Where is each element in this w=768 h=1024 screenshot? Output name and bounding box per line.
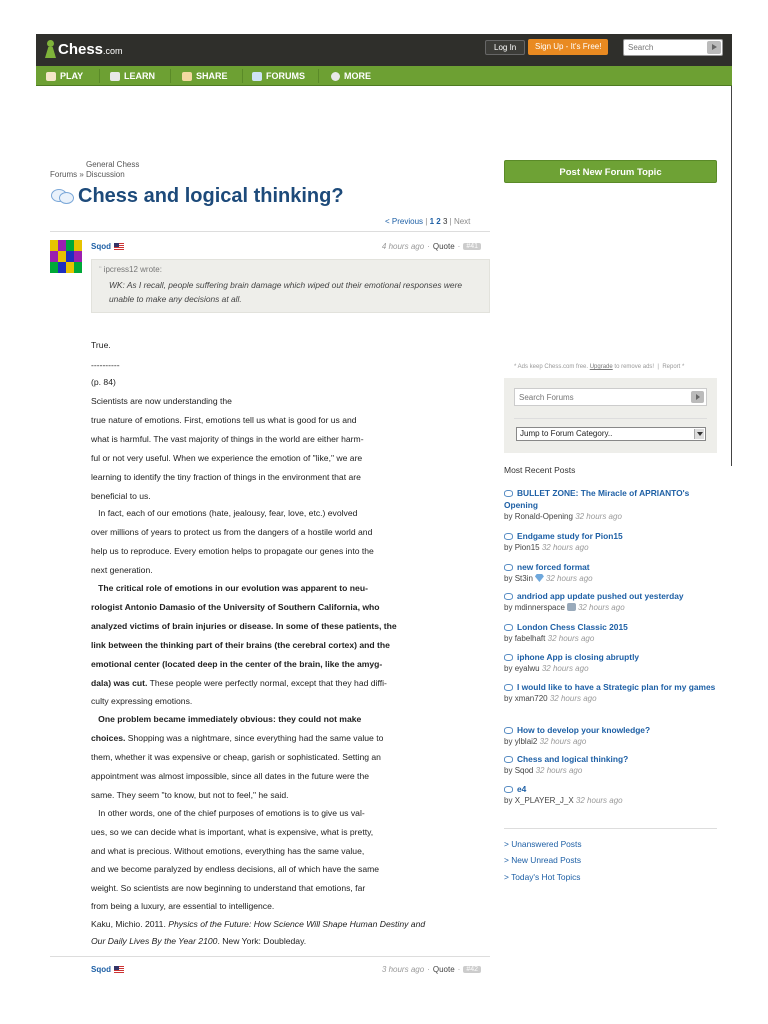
recent-post-title: BULLET ZONE: The Miracle of APRIANTO's Opening <box>504 488 690 510</box>
recent-post-byline <box>504 765 719 777</box>
post-username[interactable] <box>91 242 124 251</box>
recent-post-title-link[interactable] <box>504 681 719 693</box>
post-body-line <box>91 546 374 556</box>
post-body-line <box>91 790 289 800</box>
recent-post-time: 32 hours ago <box>535 766 583 775</box>
recent-post-title-link[interactable] <box>504 590 719 602</box>
post-body-text: These people were perfectly normal, except that they had diffi- <box>147 678 387 688</box>
post-body-text: Our Daily Lives By the Year 2100 <box>91 936 218 946</box>
quote-button[interactable]: Quote <box>432 242 455 251</box>
recent-post-byline <box>504 511 719 523</box>
recent-post-title: I would like to have a Strategic plan for my games <box>517 682 716 692</box>
quote-button[interactable]: Quote <box>432 965 455 974</box>
post-body-line <box>91 472 361 482</box>
post-body-line <box>91 377 116 387</box>
ads-note-text: to remove ads! <box>614 364 655 370</box>
meta-sep: · <box>427 242 430 251</box>
people-icon <box>182 72 192 81</box>
nav-forums[interactable] <box>252 66 305 86</box>
byline-prefix: by <box>504 634 513 643</box>
more-icon <box>331 72 340 81</box>
byline-prefix: by <box>504 543 513 552</box>
diamond-member-icon <box>535 574 544 582</box>
post-body-text: One problem became immediately obvious: they could not make <box>91 714 362 724</box>
post-body-text: analyzed victims of brain injuries or disease. In some of these patients, the <box>91 621 397 631</box>
recent-post-item <box>504 753 719 777</box>
post-body-text: culty expressing emotions. <box>91 696 193 706</box>
post-body-line <box>91 678 387 688</box>
post-body-line <box>91 396 232 406</box>
recent-post-byline <box>504 602 719 614</box>
recent-post-time: 32 hours ago <box>541 543 589 552</box>
chat-icon <box>252 72 262 81</box>
byline-prefix: by <box>504 574 513 583</box>
recent-post-time: 32 hours ago <box>577 603 625 612</box>
post-body-text: Shopping was a nightmare, since everything had the same value to <box>125 733 384 743</box>
username-text: Sqod <box>91 242 111 251</box>
pager-sep: | <box>449 217 452 226</box>
recent-post-title-link[interactable] <box>504 561 719 573</box>
recent-post-title-link[interactable] <box>504 487 719 511</box>
recent-post-item <box>504 783 719 807</box>
chat-bubble-icon <box>504 786 513 793</box>
logo-suffix: .com <box>103 46 123 56</box>
recent-post-byline <box>504 693 719 705</box>
page-title <box>50 185 344 208</box>
meta-sep: · <box>457 242 461 251</box>
recent-post-item <box>504 530 719 554</box>
post-body-line <box>91 919 425 929</box>
divider <box>504 828 717 829</box>
search-go-icon[interactable] <box>691 391 704 403</box>
nav-share-label: SHARE <box>196 71 228 81</box>
board-icon <box>110 72 120 81</box>
recent-post-time: 32 hours ago <box>549 694 597 703</box>
forum-tools-panel <box>504 378 717 453</box>
nav-share[interactable] <box>182 66 228 86</box>
recent-post-title-link[interactable] <box>504 753 719 765</box>
post-body-line <box>91 864 379 874</box>
post-body-text: . New York: Doubleday. <box>217 936 307 946</box>
recent-post-time: 32 hours ago <box>575 796 623 805</box>
post-body-line <box>91 527 372 537</box>
recent-post-user[interactable]: eyalwu <box>514 664 540 673</box>
recent-post-user[interactable]: fabelhaft <box>514 634 546 643</box>
byline-prefix: by <box>504 512 513 521</box>
recent-post-title-link[interactable] <box>504 651 719 663</box>
post-body-text: ful or not very useful. When we experience the emotion of "like," we are <box>91 453 363 463</box>
logo-text: Chess <box>58 40 104 58</box>
us-flag-icon <box>114 243 124 250</box>
post-body-line <box>91 714 361 724</box>
recent-post-title: How to develop your knowledge? <box>517 725 651 735</box>
post-body-text: Scientists are now understanding the <box>91 396 232 406</box>
post-body-text: over millions of years to protect us from the dangers of a hostile world and <box>91 527 373 537</box>
recent-post-time: 32 hours ago <box>545 574 593 583</box>
nav-play-label: PLAY <box>60 71 84 81</box>
recent-post-title-link[interactable] <box>504 530 719 542</box>
post-body-text: true nature of emotions. First, emotions tell us what is good for us and <box>91 415 357 425</box>
recent-post-title: e4 <box>517 784 527 794</box>
post-meta <box>382 242 481 251</box>
post-body-line <box>91 936 306 946</box>
post-body-line <box>91 360 120 370</box>
recent-post-item <box>504 590 719 614</box>
nav-play[interactable] <box>46 66 83 86</box>
recent-post-item <box>504 561 719 585</box>
post-body-text: link between the thinking part of their brains (the cerebral cortex) and the <box>91 640 390 650</box>
post-body-line <box>91 901 274 911</box>
post-body-text: True. <box>91 340 111 350</box>
recent-post-time: 32 hours ago <box>575 512 622 521</box>
recent-post-byline <box>504 542 719 554</box>
post-body-text: ---------- <box>91 360 120 370</box>
post-body-text: weight. So scientists are now beginning to understand that emotions, far <box>91 883 366 893</box>
post-body-text: rologist Antonio Damasio of the University of Southern California, who <box>91 602 380 612</box>
byline-prefix: by <box>504 796 513 805</box>
post-body-text: help us to reproduce. Every emotion helps to propagate our genes into the <box>91 546 374 556</box>
post-number-badge[interactable]: #41 <box>463 243 481 250</box>
post-body-text: and we become paralyzed by endless decisions, all of which have the same <box>91 864 380 874</box>
post-body-line <box>91 621 397 631</box>
upgrade-link[interactable]: Upgrade <box>589 364 613 370</box>
recent-post-item <box>504 621 719 645</box>
recent-post-time: 32 hours ago <box>539 737 587 746</box>
recent-post-user[interactable]: Sqod <box>514 766 534 775</box>
recent-post-title-link[interactable] <box>504 621 719 633</box>
recent-post-item <box>504 724 719 748</box>
report-link[interactable]: Report * <box>662 364 685 370</box>
top-header <box>36 34 732 66</box>
forum-search <box>514 388 707 406</box>
page-edge <box>731 86 732 466</box>
header-search-input[interactable] <box>624 40 704 55</box>
post-body-text: next generation. <box>91 565 153 575</box>
page-3-current: 3 <box>442 217 448 226</box>
post-new-topic-button[interactable]: Post New Forum Topic <box>504 160 717 183</box>
post-body-text: and what is precious. Without emotions, everything has the same value, <box>91 846 365 856</box>
ads-note: * Ads keep Chess.com free. Upgrade to remove ads! | Report * <box>514 364 685 370</box>
meta-sep: · <box>427 965 430 974</box>
recent-post-title: London Chess Classic 2015 <box>517 622 628 632</box>
nav-learn[interactable] <box>110 66 155 86</box>
post-body-text: them, whether it was expensive or cheap, garish or sophisticated. Setting an <box>91 752 381 762</box>
search-go-icon[interactable] <box>707 41 721 54</box>
chess-logo[interactable] <box>44 40 123 58</box>
forum-category-select[interactable] <box>516 427 706 441</box>
recent-post-user[interactable]: xman720 <box>514 694 548 703</box>
us-flag-icon <box>114 966 124 973</box>
recent-post-byline <box>504 663 719 675</box>
post-body-text: Kaku, Michio. 2011. <box>91 919 169 929</box>
post-body-line <box>91 340 111 350</box>
recent-post-title: Endgame study for Pion15 <box>517 531 623 541</box>
nav-divider <box>99 69 100 83</box>
meta-sep: · <box>457 965 461 974</box>
post-body-line <box>91 696 192 706</box>
recent-post-item <box>504 651 719 675</box>
recent-post-user[interactable]: St3in <box>514 574 533 583</box>
chat-bubble-icon <box>504 593 513 600</box>
post-body-line <box>91 491 151 501</box>
post-body-line <box>91 565 153 575</box>
login-button[interactable]: Log In <box>485 40 525 55</box>
page-1-link[interactable]: 1 <box>429 217 435 226</box>
post-time: 4 hours ago <box>381 242 425 251</box>
chat-bubble-icon <box>504 727 513 734</box>
recent-post-byline <box>504 795 719 807</box>
quoted-message <box>91 259 490 313</box>
recent-post-title: Chess and logical thinking? <box>517 754 629 764</box>
hot-topics-link[interactable]: > Today's Hot Topics <box>504 872 581 882</box>
nav-divider <box>318 69 319 83</box>
post-body-line <box>91 602 380 612</box>
post-body-text: from being a luxury, are essential to intelligence. <box>91 901 275 911</box>
nav-divider <box>242 69 243 83</box>
breadcrumb-category[interactable]: General Chess <box>86 160 140 169</box>
select-value: Jump to Forum Category.. <box>520 429 613 438</box>
post-body-text: dala) was cut. <box>91 678 148 688</box>
chat-bubble-icon <box>504 684 513 691</box>
post-meta <box>382 965 481 974</box>
chevron-down-icon <box>694 429 704 439</box>
recent-post-byline <box>504 573 719 585</box>
unanswered-posts-link[interactable]: > Unanswered Posts <box>504 839 582 849</box>
byline-prefix: by <box>504 737 513 746</box>
ads-note-text: * Ads keep Chess.com free. <box>514 364 589 370</box>
page-2-link[interactable]: 2 <box>436 217 441 226</box>
post-body-text: Physics of the Future: How Science Will Shape Human Destiny and <box>168 919 426 929</box>
byline-prefix: by <box>504 664 513 673</box>
breadcrumb[interactable]: Forums » Discussion <box>50 170 125 179</box>
post-body-line <box>91 640 390 650</box>
post-body-line <box>91 827 373 837</box>
recent-post-time: 32 hours ago <box>541 664 589 673</box>
post-body-text: what is harmful. The vast majority of things in the world are either harm- <box>91 434 364 444</box>
post-body-line <box>91 415 357 425</box>
post-body-line <box>91 659 382 669</box>
forum-search-input[interactable] <box>515 389 685 405</box>
post-body-line <box>91 583 368 593</box>
post-body-text: ues, so we can decide what is important, what is expensive, what is pretty, <box>91 827 374 837</box>
post-body-text: same. They seem "to know, but not to feel," he said. <box>91 790 289 800</box>
recent-post-title: iphone App is closing abruptly <box>517 652 640 662</box>
main-nav <box>36 66 732 86</box>
byline-prefix: by <box>504 603 513 612</box>
recent-posts-heading: Most Recent Posts <box>504 465 576 475</box>
chat-bubble-icon <box>504 533 513 540</box>
post-body-line <box>91 752 381 762</box>
byline-prefix: by <box>504 766 513 775</box>
quoted-user: “ ipcress12 wrote: <box>99 265 162 274</box>
nav-more-label: MORE <box>344 71 371 81</box>
page-title-text: Chess and logical thinking? <box>78 185 344 207</box>
recent-post-user[interactable]: X_PLAYER_J_X <box>514 796 574 805</box>
recent-post-user[interactable]: mdinnerspace <box>514 603 565 612</box>
post-body-text: emotional center (located deep in the center of the brain, like the amyg- <box>91 659 383 669</box>
post-body-text: (p. 84) <box>91 377 116 387</box>
byline-prefix: by <box>504 694 513 703</box>
nav-learn-label: LEARN <box>124 71 155 81</box>
post-body-line <box>91 846 364 856</box>
recent-post-item <box>504 487 719 523</box>
next-link: Next <box>453 217 471 226</box>
post-body-text: The critical role of emotions in our evolution was apparent to neu- <box>91 583 368 593</box>
recent-post-item <box>504 681 719 705</box>
pager-sep: | <box>425 217 428 226</box>
username-text: Sqod <box>91 965 111 974</box>
post-number-badge[interactable]: #42 <box>463 966 481 973</box>
post-time: 3 hours ago <box>381 965 425 974</box>
chat-bubble-icon <box>504 490 513 497</box>
nav-forums-label: FORUMS <box>266 71 305 81</box>
post-body-line <box>91 808 365 818</box>
post-body-text: In other words, one of the chief purposes of emotions is to give us val- <box>91 808 365 818</box>
chat-bubble-icon <box>504 756 513 763</box>
post-body-line <box>91 453 362 463</box>
nav-more[interactable] <box>331 66 371 86</box>
post-body-text: choices. <box>91 733 126 743</box>
previous-link[interactable]: < Previous <box>385 217 424 226</box>
recent-post-user[interactable]: Pion15 <box>514 543 540 552</box>
recent-post-byline <box>504 736 719 748</box>
post-body-text: In fact, each of our emotions (hate, jealousy, fear, love, etc.) evolved <box>91 508 358 518</box>
pawn-icon <box>46 72 56 81</box>
post-body-line <box>91 434 364 444</box>
recent-post-title-link[interactable] <box>504 783 719 795</box>
post-body-text: beneficial to us. <box>91 491 151 501</box>
divider <box>50 956 490 957</box>
new-unread-posts-link[interactable]: > New Unread Posts <box>504 855 582 865</box>
post-body-text: appointment was almost impossible, since all dates in the future were the <box>91 771 370 781</box>
recent-post-title: andriod app update pushed out yesterday <box>517 591 684 601</box>
quoted-text: WK: As I recall, people suffering brain damage which wiped out their emotional responses were unable to make any decisions at all. <box>109 280 463 304</box>
signup-button[interactable]: Sign Up - It's Free! <box>528 39 608 55</box>
pagination <box>385 217 470 226</box>
recent-post-byline <box>504 633 719 645</box>
post-username[interactable] <box>91 965 124 974</box>
divider <box>514 418 707 419</box>
post-body-line <box>91 508 357 518</box>
post-body-line <box>91 771 369 781</box>
divider <box>50 231 490 232</box>
crest-member-icon <box>567 603 576 611</box>
post-body-line <box>91 883 365 893</box>
recent-post-title-link[interactable] <box>504 724 719 736</box>
header-search <box>623 39 723 56</box>
forum-bubble-icon <box>50 187 74 207</box>
post-body-text: learning to identify the tiny fraction of things in the environment that are <box>91 472 361 482</box>
pawn-logo-icon <box>44 40 56 58</box>
recent-post-user[interactable]: ylblai2 <box>514 737 538 746</box>
avatar[interactable] <box>50 240 83 273</box>
post-body-line <box>91 733 383 743</box>
recent-post-user[interactable]: Ronald-Opening <box>514 512 573 521</box>
recent-post-title: new forced format <box>517 562 590 572</box>
chat-bubble-icon <box>504 624 513 631</box>
nav-divider <box>170 69 171 83</box>
chat-bubble-icon <box>504 564 513 571</box>
chat-bubble-icon <box>504 654 513 661</box>
recent-post-time: 32 hours ago <box>547 634 595 643</box>
